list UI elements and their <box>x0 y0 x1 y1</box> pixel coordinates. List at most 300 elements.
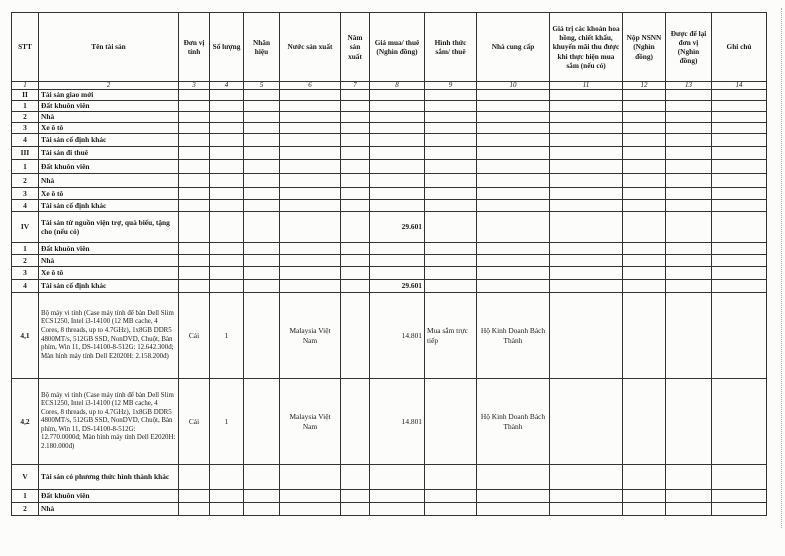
row-retained <box>666 147 712 160</box>
table-row <box>12 160 767 174</box>
row-brand <box>244 255 280 267</box>
row-price <box>370 503 425 516</box>
row-year <box>341 174 370 188</box>
row-note <box>712 174 767 188</box>
row-price: 29.601 <box>370 212 425 243</box>
row-asset-name: Đất khuôn viên <box>39 160 179 174</box>
table-row <box>12 200 767 212</box>
row-country <box>280 490 341 503</box>
row-year <box>341 134 370 147</box>
row-note <box>712 123 767 134</box>
row-quantity <box>210 112 244 123</box>
table-row <box>12 503 767 516</box>
row-brand <box>244 123 280 134</box>
row-state-budget <box>623 280 666 293</box>
row-form <box>425 188 477 200</box>
row-asset-name: Nhà <box>39 255 179 267</box>
row-retained <box>666 293 712 379</box>
column-number: 1 <box>12 82 39 90</box>
row-asset-name: Đất khuôn viên <box>39 101 179 112</box>
row-asset-name: Xe ô tô <box>39 123 179 134</box>
row-country: Malaysia Việt Nam <box>280 379 341 465</box>
row-commission <box>550 160 623 174</box>
row-brand <box>244 134 280 147</box>
row-state-budget <box>623 134 666 147</box>
row-price: 14.801 <box>370 293 425 379</box>
row-quantity <box>210 465 244 490</box>
row-note <box>712 379 767 465</box>
row-state-budget <box>623 243 666 255</box>
row-quantity <box>210 255 244 267</box>
row-state-budget <box>623 174 666 188</box>
row-unit <box>179 465 210 490</box>
row-year <box>341 255 370 267</box>
row-unit <box>179 188 210 200</box>
row-note <box>712 90 767 101</box>
row-country <box>280 188 341 200</box>
row-commission <box>550 465 623 490</box>
row-form <box>425 174 477 188</box>
row-form <box>425 160 477 174</box>
row-country <box>280 112 341 123</box>
table-row <box>12 465 767 490</box>
asset-table-frame <box>11 12 767 516</box>
column-number: 5 <box>244 82 280 90</box>
row-state-budget <box>623 490 666 503</box>
row-unit <box>179 200 210 212</box>
table-row <box>12 188 767 200</box>
row-stt: 2 <box>12 112 39 123</box>
row-stt: II <box>12 90 39 101</box>
header-stt: STT <box>12 13 39 82</box>
column-number-row <box>12 82 767 90</box>
row-commission <box>550 293 623 379</box>
row-supplier: Hộ Kinh Doanh Bách Thành <box>477 379 550 465</box>
row-note <box>712 490 767 503</box>
row-asset-name: Tài sản từ nguồn viện trợ, quà biếu, tặng cho (nếu có) <box>39 212 179 243</box>
row-price <box>370 90 425 101</box>
row-quantity <box>210 503 244 516</box>
row-state-budget <box>623 147 666 160</box>
row-commission <box>550 123 623 134</box>
row-state-budget <box>623 101 666 112</box>
row-price <box>370 160 425 174</box>
table-row <box>12 147 767 160</box>
row-stt: 3 <box>12 188 39 200</box>
row-commission <box>550 101 623 112</box>
row-quantity <box>210 212 244 243</box>
row-quantity <box>210 147 244 160</box>
row-brand <box>244 379 280 465</box>
row-supplier <box>477 267 550 280</box>
row-note <box>712 267 767 280</box>
row-stt: 1 <box>12 490 39 503</box>
row-brand <box>244 212 280 243</box>
row-commission <box>550 243 623 255</box>
row-brand <box>244 293 280 379</box>
row-brand <box>244 503 280 516</box>
row-retained <box>666 465 712 490</box>
row-state-budget <box>623 112 666 123</box>
row-unit <box>179 255 210 267</box>
row-price: 14.801 <box>370 379 425 465</box>
table-row <box>12 243 767 255</box>
row-country <box>280 174 341 188</box>
row-asset-name: Đất khuôn viên <box>39 243 179 255</box>
row-form <box>425 123 477 134</box>
row-state-budget <box>623 160 666 174</box>
column-number: 11 <box>550 82 623 90</box>
row-price <box>370 123 425 134</box>
row-year <box>341 147 370 160</box>
row-price <box>370 112 425 123</box>
row-brand <box>244 112 280 123</box>
row-country <box>280 147 341 160</box>
header-country: Nước sản xuất <box>280 13 341 82</box>
row-state-budget <box>623 212 666 243</box>
column-number: 3 <box>179 82 210 90</box>
row-form <box>425 101 477 112</box>
row-year <box>341 293 370 379</box>
row-supplier: Hộ Kinh Doanh Bách Thành <box>477 293 550 379</box>
row-stt: 1 <box>12 101 39 112</box>
row-brand <box>244 267 280 280</box>
row-form <box>425 379 477 465</box>
row-supplier <box>477 174 550 188</box>
row-commission <box>550 200 623 212</box>
row-unit <box>179 490 210 503</box>
row-commission <box>550 90 623 101</box>
row-commission <box>550 112 623 123</box>
row-brand <box>244 147 280 160</box>
row-price <box>370 101 425 112</box>
row-stt: 2 <box>12 255 39 267</box>
row-year <box>341 212 370 243</box>
row-quantity <box>210 243 244 255</box>
row-form <box>425 280 477 293</box>
row-supplier <box>477 490 550 503</box>
column-number: 8 <box>370 82 425 90</box>
header-quantity: Số lượng <box>210 13 244 82</box>
row-note <box>712 147 767 160</box>
column-number: 7 <box>341 82 370 90</box>
row-brand <box>244 200 280 212</box>
row-retained <box>666 212 712 243</box>
asset-rows <box>12 90 767 516</box>
row-brand <box>244 160 280 174</box>
row-price <box>370 490 425 503</box>
header-note: Ghi chú <box>712 13 767 82</box>
row-quantity <box>210 490 244 503</box>
row-price <box>370 174 425 188</box>
row-asset-name: Tài sản cố định khác <box>39 200 179 212</box>
table-row <box>12 280 767 293</box>
row-quantity <box>210 188 244 200</box>
row-form <box>425 243 477 255</box>
row-unit <box>179 267 210 280</box>
row-supplier <box>477 123 550 134</box>
row-stt: 1 <box>12 243 39 255</box>
row-stt: III <box>12 147 39 160</box>
row-commission <box>550 134 623 147</box>
row-quantity <box>210 123 244 134</box>
row-retained <box>666 267 712 280</box>
row-form <box>425 200 477 212</box>
row-quantity <box>210 280 244 293</box>
row-country <box>280 243 341 255</box>
row-state-budget <box>623 465 666 490</box>
row-retained <box>666 90 712 101</box>
row-year <box>341 112 370 123</box>
row-supplier <box>477 101 550 112</box>
scan-edge-shadow <box>778 8 782 528</box>
header-asset-name: Tên tài sản <box>39 13 179 82</box>
row-country <box>280 160 341 174</box>
row-year <box>341 123 370 134</box>
row-stt: 1 <box>12 160 39 174</box>
header-brand: Nhãn hiệu <box>244 13 280 82</box>
column-number: 13 <box>666 82 712 90</box>
row-country <box>280 134 341 147</box>
row-form <box>425 134 477 147</box>
row-commission <box>550 267 623 280</box>
header-retained: Được để lại đơn vị (Nghìn đồng) <box>666 13 712 82</box>
row-form <box>425 490 477 503</box>
row-country <box>280 267 341 280</box>
row-commission <box>550 174 623 188</box>
row-supplier <box>477 90 550 101</box>
row-note <box>712 255 767 267</box>
table-row <box>12 267 767 280</box>
row-stt: 4 <box>12 200 39 212</box>
row-asset-name: Đất khuôn viên <box>39 490 179 503</box>
row-country <box>280 101 341 112</box>
row-retained <box>666 255 712 267</box>
column-number: 4 <box>210 82 244 90</box>
row-stt: 3 <box>12 123 39 134</box>
row-asset-name: Tài sản đi thuê <box>39 147 179 160</box>
row-retained <box>666 101 712 112</box>
row-brand <box>244 174 280 188</box>
row-country <box>280 200 341 212</box>
row-unit <box>179 212 210 243</box>
row-unit <box>179 160 210 174</box>
row-year <box>341 465 370 490</box>
row-note <box>712 503 767 516</box>
row-asset-name: Bộ máy vi tính (Case máy tính để bàn Dell Slim ECS1250, Intel i3-14100 (12 MB cache, 4 Cores, 8 threads, up to 4.7GHz), 1x8GB DDR5 4800MT/s, 512GB SSD, NonDVD, Chuột, Bàn phím, Win 11, DS-14100-8-512G: 12.642.300đ; Màn hình máy tính Dell E2020H: 2.158.200đ) <box>39 293 179 379</box>
row-unit <box>179 90 210 101</box>
row-year <box>341 101 370 112</box>
row-price <box>370 188 425 200</box>
row-brand <box>244 465 280 490</box>
row-commission <box>550 212 623 243</box>
row-year <box>341 267 370 280</box>
row-stt: V <box>12 465 39 490</box>
row-unit <box>179 147 210 160</box>
row-retained <box>666 123 712 134</box>
row-price <box>370 465 425 490</box>
row-year <box>341 200 370 212</box>
row-unit <box>179 112 210 123</box>
row-unit <box>179 123 210 134</box>
row-supplier <box>477 200 550 212</box>
row-form <box>425 147 477 160</box>
row-retained <box>666 200 712 212</box>
row-retained <box>666 243 712 255</box>
row-state-budget <box>623 123 666 134</box>
row-stt: IV <box>12 212 39 243</box>
row-retained <box>666 280 712 293</box>
row-unit: Cái <box>179 379 210 465</box>
row-retained <box>666 188 712 200</box>
row-form <box>425 255 477 267</box>
row-unit <box>179 280 210 293</box>
table-row <box>12 379 767 465</box>
row-brand <box>244 280 280 293</box>
row-form <box>425 212 477 243</box>
row-price <box>370 255 425 267</box>
row-note <box>712 200 767 212</box>
row-stt: 2 <box>12 174 39 188</box>
row-note <box>712 293 767 379</box>
row-state-budget <box>623 200 666 212</box>
row-price <box>370 147 425 160</box>
column-number: 10 <box>477 82 550 90</box>
row-retained <box>666 160 712 174</box>
table-row <box>12 134 767 147</box>
row-stt: 4 <box>12 134 39 147</box>
row-commission <box>550 188 623 200</box>
row-unit <box>179 243 210 255</box>
row-stt: 3 <box>12 267 39 280</box>
row-state-budget <box>623 379 666 465</box>
table-row <box>12 490 767 503</box>
row-stt: 4,1 <box>12 293 39 379</box>
row-state-budget <box>623 188 666 200</box>
row-brand <box>244 243 280 255</box>
row-commission <box>550 503 623 516</box>
row-country <box>280 280 341 293</box>
row-state-budget <box>623 503 666 516</box>
header-form: Hình thức sắm/ thuê <box>425 13 477 82</box>
row-year <box>341 379 370 465</box>
row-quantity: 1 <box>210 379 244 465</box>
row-asset-name: Tài sản cố định khác <box>39 280 179 293</box>
row-unit: Cái <box>179 293 210 379</box>
row-retained <box>666 112 712 123</box>
row-stt: 4 <box>12 280 39 293</box>
row-quantity <box>210 134 244 147</box>
row-note <box>712 101 767 112</box>
row-retained <box>666 174 712 188</box>
row-retained <box>666 379 712 465</box>
row-note <box>712 134 767 147</box>
row-commission <box>550 379 623 465</box>
table-row <box>12 212 767 243</box>
row-quantity <box>210 174 244 188</box>
row-brand <box>244 101 280 112</box>
row-retained <box>666 503 712 516</box>
row-country <box>280 465 341 490</box>
row-supplier <box>477 243 550 255</box>
row-quantity: 1 <box>210 293 244 379</box>
row-asset-name: Xe ô tô <box>39 188 179 200</box>
row-retained <box>666 490 712 503</box>
row-state-budget <box>623 255 666 267</box>
row-brand <box>244 90 280 101</box>
row-supplier <box>477 465 550 490</box>
row-price: 29.601 <box>370 280 425 293</box>
row-supplier <box>477 160 550 174</box>
row-country <box>280 255 341 267</box>
row-stt: 4,2 <box>12 379 39 465</box>
row-commission <box>550 490 623 503</box>
row-quantity <box>210 267 244 280</box>
table-row <box>12 90 767 101</box>
row-asset-name: Bộ máy vi tính (Case máy tính để bàn Dell Slim ECS1250, Intel i3-14100 (12 MB cache, 4 Cores, 8 threads, up to 4.7GHz), 1x8GB DDR5 4800MT/s, 512GB SSD, NonDVD, Chuột, Bàn phím, Win 11, DS-14100-8-512G: 12.770.0000đ; Màn hình máy tính Dell E2020H: 2.180.000đ) <box>39 379 179 465</box>
header-year: Năm sản xuất <box>341 13 370 82</box>
row-note <box>712 160 767 174</box>
row-commission <box>550 255 623 267</box>
row-asset-name: Nhà <box>39 112 179 123</box>
header-unit: Đơn vị tính <box>179 13 210 82</box>
row-supplier <box>477 212 550 243</box>
row-form <box>425 503 477 516</box>
row-asset-name: Nhà <box>39 174 179 188</box>
row-year <box>341 243 370 255</box>
row-quantity <box>210 160 244 174</box>
column-number: 12 <box>623 82 666 90</box>
row-asset-name: Tài sản có phương thức hình thành khác <box>39 465 179 490</box>
row-commission <box>550 280 623 293</box>
row-note <box>712 212 767 243</box>
row-retained <box>666 134 712 147</box>
row-price <box>370 243 425 255</box>
row-state-budget <box>623 267 666 280</box>
row-country <box>280 123 341 134</box>
row-price <box>370 200 425 212</box>
row-quantity <box>210 101 244 112</box>
row-quantity <box>210 90 244 101</box>
row-brand <box>244 188 280 200</box>
row-unit <box>179 503 210 516</box>
table-row <box>12 293 767 379</box>
row-note <box>712 188 767 200</box>
row-year <box>341 490 370 503</box>
row-supplier <box>477 147 550 160</box>
row-form <box>425 112 477 123</box>
row-country <box>280 90 341 101</box>
column-number: 2 <box>39 82 179 90</box>
row-unit <box>179 174 210 188</box>
row-asset-name: Nhà <box>39 503 179 516</box>
row-form <box>425 90 477 101</box>
row-state-budget <box>623 293 666 379</box>
table-row <box>12 255 767 267</box>
row-state-budget <box>623 90 666 101</box>
row-note <box>712 243 767 255</box>
row-year <box>341 90 370 101</box>
row-asset-name: Tài sản giao mới <box>39 90 179 101</box>
header-commission: Giá trị các khoản hoa hồng, chiết khấu, khuyến mãi thu được khi thực hiện mua sắm (nếu có) <box>550 13 623 82</box>
row-quantity <box>210 200 244 212</box>
column-number: 14 <box>712 82 767 90</box>
row-form <box>425 465 477 490</box>
column-number: 9 <box>425 82 477 90</box>
row-year <box>341 280 370 293</box>
row-brand <box>244 490 280 503</box>
column-number: 6 <box>280 82 341 90</box>
